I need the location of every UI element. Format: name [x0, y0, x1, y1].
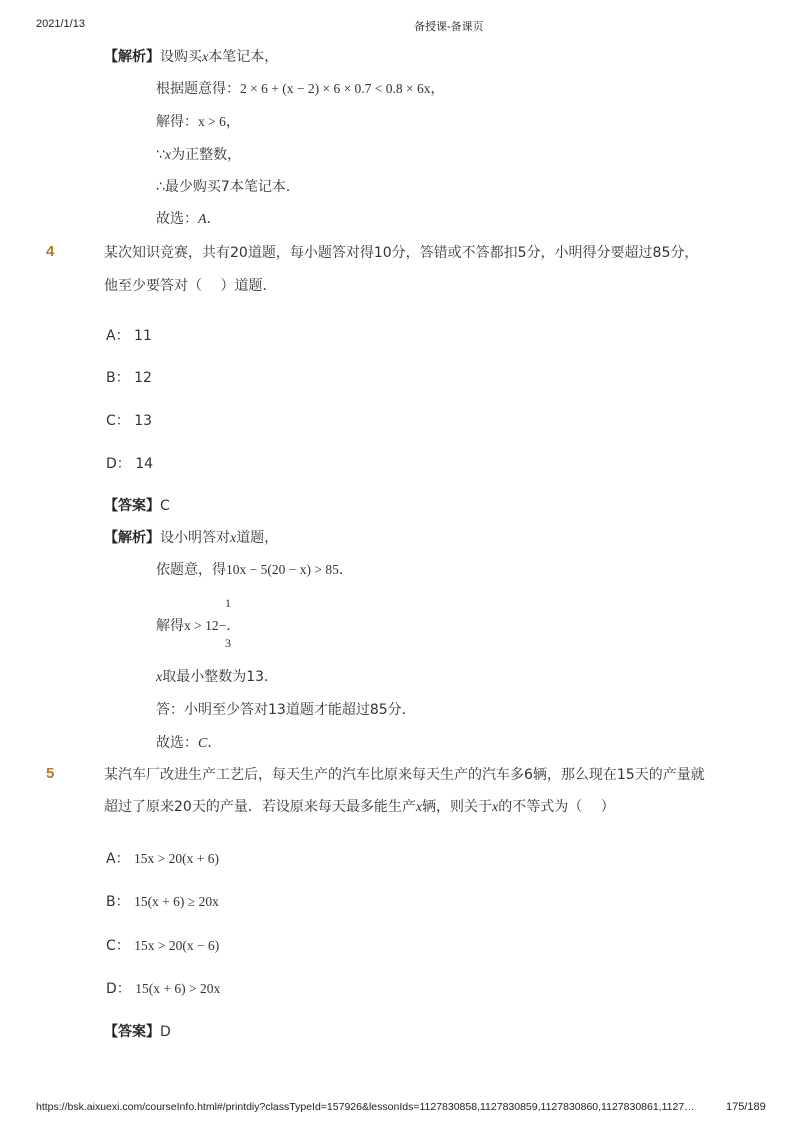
option-text: 15(x + 6) > 20x — [135, 981, 221, 996]
math-expression: 2 × 6 + (x − 2) × 6 × 0.7 < 0.8 × 6x — [240, 81, 431, 96]
option-text: 11 — [134, 328, 152, 344]
option-label: A： — [106, 851, 130, 867]
prev-analysis-line-1: 【解析】设购买x本笔记本， — [104, 49, 279, 65]
answer-value: D — [160, 1024, 171, 1040]
option-c — [106, 937, 219, 955]
math-expression: x > 6 — [198, 114, 226, 129]
prev-analysis-line-5: ∴最少购买7本笔记本． — [156, 179, 300, 195]
analysis-line-2: 依题意，得10x − 5(20 − x) > 85． — [156, 562, 353, 578]
prev-analysis-line-4: ∵x为正整数， — [156, 147, 242, 163]
option-text: 15x > 20(x + 6) — [134, 851, 219, 866]
prev-analysis-line-2: 根据题意得：2 × 6 + (x − 2) × 6 × 0.7 < 0.8 × 6x， — [156, 81, 445, 97]
option-text: 14 — [135, 456, 154, 472]
print-title: 备授课-备课页 — [414, 21, 484, 33]
analysis-tag: 【解析】 — [104, 49, 160, 65]
fraction-numerator: 1 — [225, 596, 231, 610]
analysis-line-1: 【解析】设小明答对x道题， — [104, 530, 279, 546]
option-label: C： — [106, 938, 130, 954]
option-label: D： — [106, 981, 131, 997]
prev-analysis-line-6: 故选：A． — [156, 211, 221, 227]
answer-tag: 【答案】 — [104, 498, 160, 514]
question-stem-line-2: 超过了原来20天的产量．若设原来每天最多能生产x辆，则关于x的不等式为（ ） — [104, 799, 615, 815]
option-a — [106, 850, 219, 868]
math-expression: 10x − 5(20 − x) > 85 — [226, 562, 339, 577]
analysis-line-6: 故选：C． — [156, 735, 222, 751]
question-stem-line-1: 某次知识竞赛，共有20道题，每小题答对得10分，答错或不答都扣5分，小明得分要超过85分， — [104, 245, 699, 261]
page-number: 175/189 — [726, 1101, 766, 1113]
analysis-line-4: x取最小整数为13． — [156, 669, 279, 685]
prev-analysis-line-3: 解得：x > 6， — [156, 114, 240, 130]
print-date: 2021/1/13 — [36, 18, 85, 30]
option-label: B： — [106, 894, 130, 910]
math-expression: x > 12− — [184, 618, 227, 633]
answer-value: C — [160, 498, 170, 514]
option-text: 15x > 20(x − 6) — [134, 938, 220, 953]
option-label: C： — [106, 413, 130, 429]
question-stem-line-1: 某汽车厂改进生产工艺后，每天生产的汽车比原来每天生产的汽车多6辆，那么现在15天的产量就 — [104, 767, 705, 783]
option-d — [106, 980, 220, 998]
answer-line — [104, 497, 170, 515]
option-b — [106, 369, 152, 387]
footer-url: https://bsk.aixuexi.com/courseInfo.html#/printdiy?classTypeId=157926&lessonIds=1127830858,1127830859,1127830860,1127830861,1127… — [36, 1101, 695, 1113]
option-b — [106, 893, 219, 911]
option-label: A： — [106, 328, 130, 344]
option-c — [106, 412, 152, 430]
fraction-denominator: 3 — [225, 636, 231, 650]
option-text: 12 — [134, 370, 152, 386]
option-label: D： — [106, 456, 131, 472]
option-a — [106, 327, 152, 345]
answer-line — [104, 1023, 171, 1041]
option-label: B： — [106, 370, 130, 386]
option-d — [106, 455, 153, 473]
option-text: 13 — [134, 413, 153, 429]
analysis-line-5: 答：小明至少答对13道题才能超过85分． — [156, 702, 416, 718]
question-number: 5 — [46, 765, 55, 782]
question-stem-line-2: 他至少要答对（ ）道题． — [104, 278, 277, 294]
answer-tag: 【答案】 — [104, 1024, 160, 1040]
question-number: 4 — [46, 243, 55, 260]
analysis-tag: 【解析】 — [104, 530, 160, 546]
option-text: 15(x + 6) ≥ 20x — [134, 894, 219, 909]
analysis-line-3: 解得x > 12−． — [156, 618, 241, 634]
